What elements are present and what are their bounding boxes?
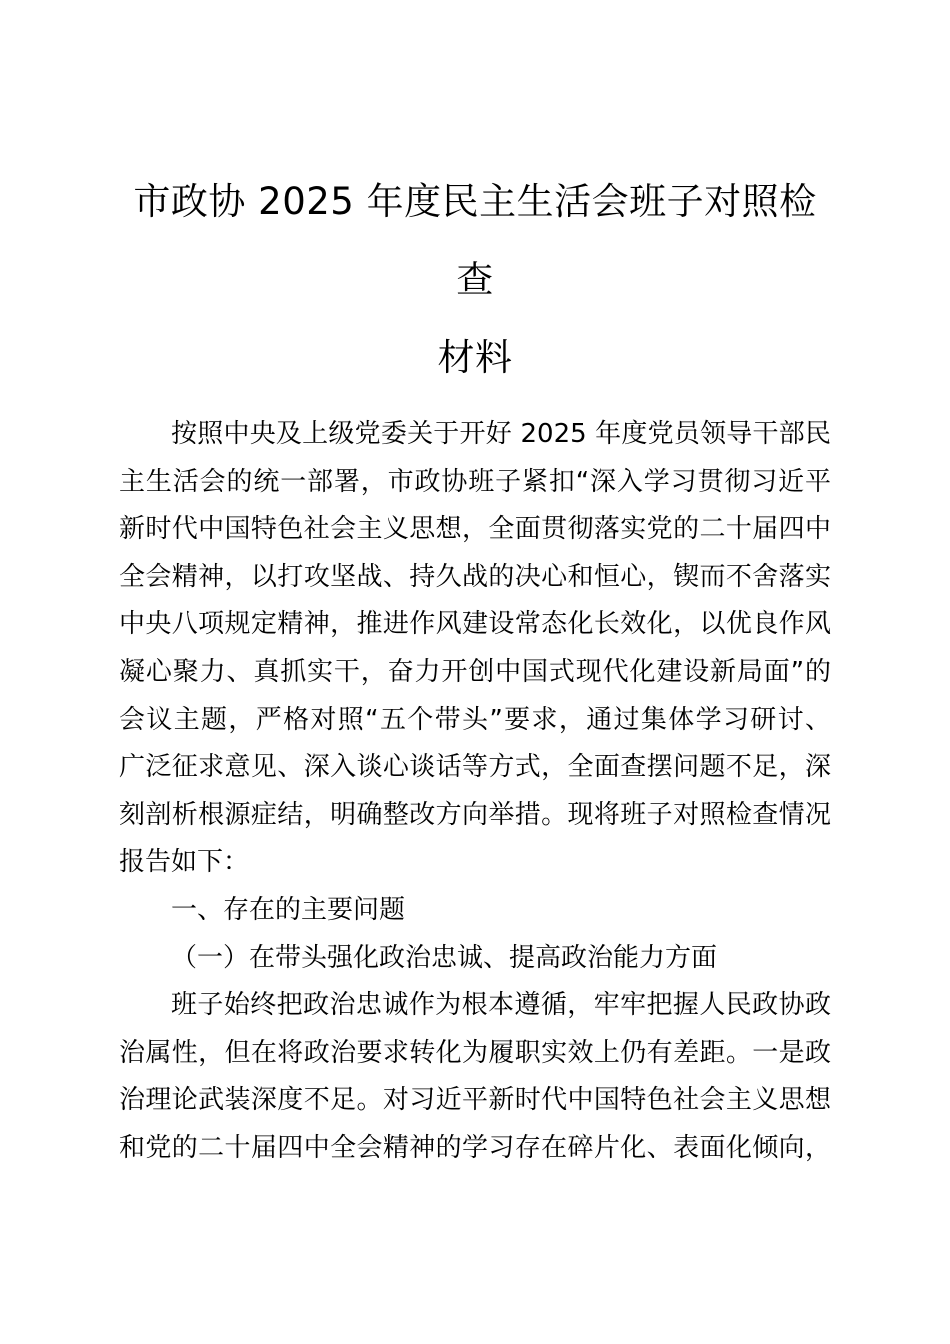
paragraph-1-line-8: 广泛征求意见、深入谈心谈话等方式，全面查摆问题不足，深 — [119, 752, 831, 783]
subsection-heading: （一）在带头强化政治忠诚、提高政治能力方面 — [171, 942, 718, 973]
paragraph-1-line-2: 主生活会的统一部署，市政协班子紧扣“深入学习贯彻习近平 — [119, 466, 831, 497]
paragraph-1-line-3: 新时代中国特色社会主义思想，全面贯彻落实党的二十届四中 — [119, 514, 831, 545]
section-heading: 一、存在的主要问题 — [171, 894, 406, 925]
paragraph-1-line-7: 会议主题，严格对照“五个带头”要求，通过集体学习研讨、 — [119, 704, 831, 735]
paragraph-2-line-3: 治理论武装深度不足。对习近平新时代中国特色社会主义思想 — [119, 1085, 831, 1116]
paragraph-2-line-1: 班子始终把政治忠诚作为根本遵循，牢牢把握人民政协政 — [171, 990, 831, 1021]
paragraph-2-line-2: 治属性，但在将政治要求转化为履职实效上仍有差距。一是政 — [119, 1037, 831, 1068]
document-title — [119, 163, 831, 397]
paragraph-1-line-4: 全会精神，以打攻坚战、持久战的决心和恒心，锲而不舍落实 — [119, 561, 831, 592]
title-line-2: 材料 — [437, 336, 513, 379]
paragraph-1-line-1: 按照中央及上级党委关于开好 2025 年度党员领导干部民 — [171, 419, 831, 449]
paragraph-1-line-10: 报告如下： — [119, 847, 250, 878]
paragraph-1-line-6: 凝心聚力、真抓实干，奋力开创中国式现代化建设新局面”的 — [119, 656, 831, 687]
paragraph-2-line-4: 和党的二十届四中全会精神的学习存在碎片化、表面化倾向， — [119, 1132, 831, 1163]
title-line-1: 市政协 2025 年度民主生活会班子对照检查 — [133, 180, 817, 301]
paragraph-1-line-5: 中央八项规定精神，推进作风建设常态化长效化，以优良作风 — [119, 609, 831, 640]
paragraph-1-line-9: 刻剖析根源症结，明确整改方向举措。现将班子对照检查情况 — [119, 799, 831, 830]
document-body — [119, 411, 831, 1173]
